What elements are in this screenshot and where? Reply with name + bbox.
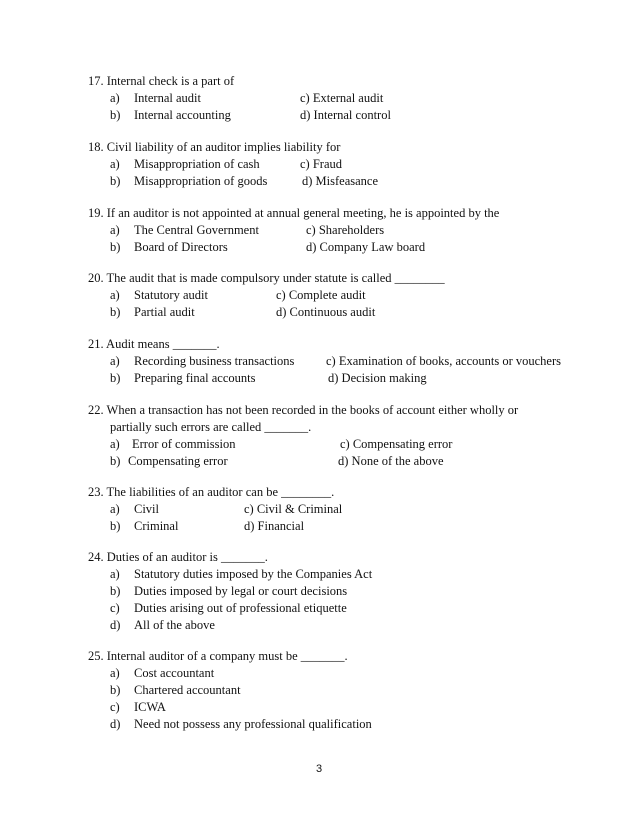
option-text: Misappropriation of cash xyxy=(134,157,260,171)
option-text-right: d) Financial xyxy=(244,519,305,533)
option-text: Duties arising out of professional etiquette xyxy=(134,601,347,615)
option-row xyxy=(88,107,588,124)
option-text-right: d) Company Law board xyxy=(306,240,426,254)
question-stem: 17. Internal check is a part of xyxy=(88,74,235,88)
option-text: Duties imposed by legal or court decisions xyxy=(134,584,348,598)
option-text-right: d) Internal control xyxy=(300,108,391,122)
option-row xyxy=(88,353,588,370)
option-letter: a) xyxy=(110,91,120,105)
option-text: Civil xyxy=(134,502,160,516)
question-stem: 22. When a transaction has not been recorded in the books of account either wholly or xyxy=(88,403,519,417)
option-row xyxy=(88,287,588,304)
option-letter: c) xyxy=(110,700,120,714)
question-stem: 24. Duties of an auditor is _______. xyxy=(88,550,268,564)
page-number: 3 xyxy=(315,763,323,775)
option-text: Internal audit xyxy=(134,91,201,105)
option-text: Need not possess any professional qualification xyxy=(134,717,372,731)
option-row xyxy=(88,501,588,518)
option-letter: a) xyxy=(110,502,120,516)
option-letter: b) xyxy=(110,240,121,254)
question-18 xyxy=(88,139,588,190)
question-22 xyxy=(88,402,588,470)
option-text: Chartered accountant xyxy=(134,683,241,697)
option-text: Recording business transactions xyxy=(134,354,295,368)
question-stem: 20. The audit that is made compulsory under statute is called ________ xyxy=(88,271,445,285)
option-letter: a) xyxy=(110,354,120,368)
option-row xyxy=(88,583,588,600)
question-21 xyxy=(88,336,588,387)
option-text: Cost accountant xyxy=(134,666,215,680)
question-stem: 21. Audit means _______. xyxy=(88,337,220,351)
option-text: Board of Directors xyxy=(134,240,228,254)
option-letter: d) xyxy=(110,618,121,632)
option-letter: a) xyxy=(110,157,120,171)
option-letter: d) xyxy=(110,717,121,731)
option-letter: b) xyxy=(110,454,121,468)
option-row xyxy=(88,716,588,733)
option-text: Misappropriation of goods xyxy=(134,174,268,188)
option-text-right: c) Civil & Criminal xyxy=(244,502,343,516)
option-row xyxy=(88,173,588,190)
question-stem: 19. If an auditor is not appointed at annual general meeting, he is appointed by the xyxy=(88,206,500,220)
question-19 xyxy=(88,205,588,256)
option-text: The Central Government xyxy=(134,223,259,237)
question-24 xyxy=(88,549,588,634)
option-letter: b) xyxy=(110,174,121,188)
option-text-right: c) Compensating error xyxy=(340,437,453,451)
question-stem: 18. Civil liability of an auditor implies liability for xyxy=(88,140,341,154)
question-stem-continued: partially such errors are called _______. xyxy=(110,420,312,434)
option-row xyxy=(88,600,588,617)
option-row xyxy=(88,665,588,682)
option-text: Criminal xyxy=(134,519,179,533)
option-row xyxy=(88,699,588,716)
option-text: Statutory audit xyxy=(134,288,208,302)
option-text-right: c) Fraud xyxy=(300,157,342,171)
option-text: Compensating error xyxy=(128,454,228,468)
option-letter: b) xyxy=(110,519,121,533)
option-text-right: c) Shareholders xyxy=(306,223,385,237)
option-letter: b) xyxy=(110,584,121,598)
option-letter: b) xyxy=(110,108,121,122)
option-text-right: d) None of the above xyxy=(338,454,444,468)
option-text: Internal accounting xyxy=(134,108,231,122)
option-letter: a) xyxy=(110,288,120,302)
option-text-right: c) Examination of books, accounts or vouchers xyxy=(326,354,562,368)
option-letter: a) xyxy=(110,567,120,581)
option-text-right: c) External audit xyxy=(300,91,384,105)
option-letter: b) xyxy=(110,305,121,319)
option-row xyxy=(88,682,588,699)
option-text-right: d) Decision making xyxy=(328,371,427,385)
question-25 xyxy=(88,648,588,733)
option-row xyxy=(88,156,588,173)
option-text: Preparing final accounts xyxy=(134,371,256,385)
option-letter: c) xyxy=(110,601,120,615)
option-row xyxy=(88,453,588,470)
option-row xyxy=(88,436,588,453)
option-row xyxy=(88,304,588,321)
question-17 xyxy=(88,73,588,124)
question-20 xyxy=(88,270,588,321)
option-row xyxy=(88,90,588,107)
option-text: Statutory duties imposed by the Companies Act xyxy=(134,567,373,581)
option-letter: b) xyxy=(110,683,121,697)
question-23 xyxy=(88,484,588,535)
option-text-right: d) Continuous audit xyxy=(276,305,376,319)
option-text: Partial audit xyxy=(134,305,195,319)
option-row xyxy=(88,370,588,387)
option-row xyxy=(88,222,588,239)
option-text-right: c) Complete audit xyxy=(276,288,366,302)
option-text: Error of commission xyxy=(132,437,236,451)
option-letter: a) xyxy=(110,666,120,680)
option-letter: b) xyxy=(110,371,121,385)
option-row xyxy=(88,617,588,634)
option-letter: a) xyxy=(110,437,120,451)
option-text: All of the above xyxy=(134,618,215,632)
option-row xyxy=(88,239,588,256)
option-row xyxy=(88,566,588,583)
question-stem: 25. Internal auditor of a company must be _______. xyxy=(88,649,348,663)
option-row xyxy=(88,518,588,535)
question-stem: 23. The liabilities of an auditor can be ________. xyxy=(88,485,335,499)
option-text-right: d) Misfeasance xyxy=(302,174,379,188)
option-letter: a) xyxy=(110,223,120,237)
option-text: ICWA xyxy=(134,700,166,714)
